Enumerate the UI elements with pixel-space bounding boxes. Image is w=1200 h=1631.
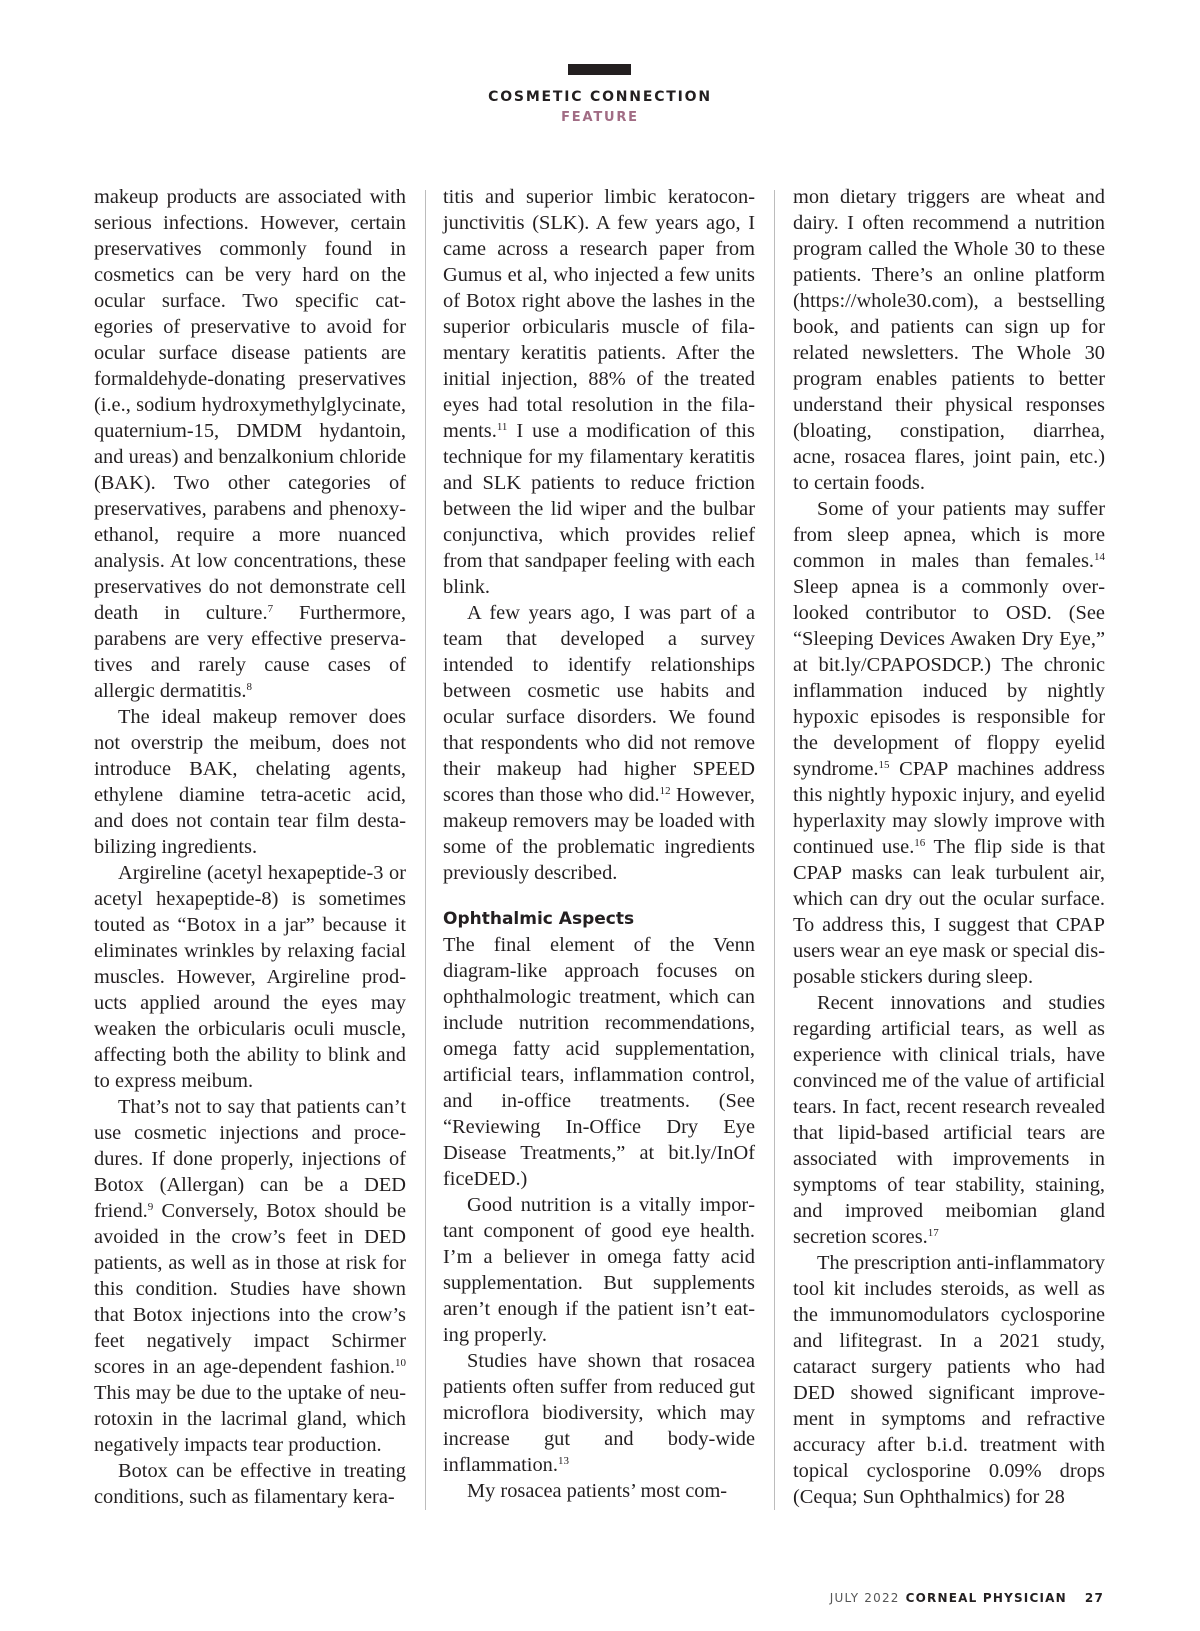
paragraph: titis and superior limbic keratoconjunctivitis (SLK). A few years ago, I came across a research paper from Gumus et al, who injected a few units of Botox right above the lashes in the superior orbicularis muscle of filamentary keratitis patients. After the initial injection, 88% of the treated eyes had total resolution in the filaments.$^{11}$ I use a modification of this technique for my filamentary keratitis and SLK patients to reduce friction between the lid wiper and the bulbar conjunctiva, which provides relief from that sandpaper feeling with each blink. (443, 186, 755, 598)
section-sublabel: FEATURE (561, 110, 639, 125)
article-column-3 (793, 184, 1105, 1510)
paragraph: My rosacea patients’ most com- (467, 1480, 728, 1502)
paragraph: Studies have shown that rosacea patients often suffer from reduced gut microflora biodiversity, which may increase gut and body-wide inflammation.$^{13}$ (443, 1350, 755, 1476)
header-accent-bar (568, 64, 631, 75)
publication-name: CORNEAL PHYSICIAN (905, 1591, 1067, 1605)
article-column-1 (94, 184, 406, 1510)
reference-mark: 17 (927, 1227, 939, 1239)
reference-mark: 7 (267, 603, 274, 615)
paragraph: Argireline (acetyl hexapeptide-3 or acetyl hexapeptide-8) is sometimes touted as “Botox in a jar” because it eliminates wrinkles by relaxing facial muscles. However, Argireline products applied around the eyes may weaken the orbicularis oculi muscle, affecting both the ability to blink and to express meibum. (94, 862, 406, 1092)
reference-mark: 16 (914, 837, 926, 849)
paragraph: Some of your patients may suffer from sleep apnea, which is more common in males than females.$^{14}$ Sleep apnea is a commonly overlooked contributor to OSD. (See “Sleeping Devices Awaken Dry Eye,” at bit.ly/CPAPOSDCP.) The chronic inflammation induced by nightly hypoxic episodes is responsible for the development of floppy eyelid syndrome.$^{15}$ CPAP machines address this nightly hypoxic injury, and eyelid hyperlaxity may slowly improve with continued use.$^{16}$ The flip side is that CPAP masks can leak turbulent air, which can dry out the ocular surface. To address this, I suggest that CPAP users wear an eye mask or special disposable stickers during sleep. (793, 498, 1105, 988)
page-footer (830, 1591, 1104, 1605)
paragraph: Good nutrition is a vitally important component of good eye health. I’m a believer in omega fatty acid supplementation. But supplements aren’t enough if the patient isn’t eating properly. (443, 1194, 755, 1346)
paragraph: Recent innovations and studies regarding artificial tears, as well as experience with clinical trials, have convinced me of the value of artificial tears. In fact, recent research revealed that lipid-based artificial tears are associated with improvements in symptoms of tear stability, staining, and improved meibomian gland secretion scores.$^{17}$ (793, 992, 1105, 1248)
paragraph: That’s not to say that patients can’t use cosmetic injections and procedures. If done properly, injections of Botox (Allergan) can be a DED friend.$^9$ Conversely, Botox should be avoided in the crow’s feet in DED patients, as well as in those at risk for this condition. Studies have shown that Botox injections into the crow’s feet negatively impact Schirmer scores in an age-dependent fashion.$^{10}$ This may be due to the uptake of neurotoxin in the lacrimal gland, which negatively impacts tear production. (94, 1096, 406, 1456)
section-heading: Ophthalmic Aspects (443, 909, 635, 929)
reference-mark: 14 (1094, 551, 1105, 563)
issue-date: JULY 2022 (829, 1591, 900, 1605)
reference-mark: 13 (557, 1455, 569, 1467)
reference-mark: 15 (878, 759, 890, 771)
paragraph: The ideal makeup remover does not overstrip the meibum, does not introduce BAK, chelating agents, ethylene diamine tetra-acetic acid, and does not contain tear film destabilizing ingredients. (94, 706, 406, 858)
article-column-2 (443, 184, 755, 1504)
reference-mark: 12 (659, 785, 671, 797)
reference-mark: 11 (496, 421, 508, 433)
column-divider (774, 190, 775, 1510)
paragraph: The prescription anti-inflammatory tool kit includes steroids, as well as the immunomodulators cyclosporine and lifitegrast. In a 2021 study, cataract surgery patients who had DED showed significant improvement in symptoms and refractive accuracy after b.i.d. treatment with topical cyclosporine 0.09% drops (Cequa; Sun Ophthalmics) for 28 (793, 1252, 1105, 1508)
page-number: 27 (1084, 1591, 1104, 1605)
column-divider (425, 190, 426, 1510)
section-label: COSMETIC CONNECTION (488, 89, 712, 105)
reference-mark: 8 (246, 681, 253, 693)
paragraph: The final element of the Venn diagram-like approach focuses on ophthalmologic treatment, which can include nutrition recommendations, omega fatty acid supplementation, artificial tears, inflammation control, and in-office treatments. (See “Reviewing In-Office Dry Eye Disease Treatments,” at bit.ly/InOf ficeDED.) (443, 934, 755, 1190)
paragraph: makeup products are associated with serious infections. However, certain preservatives commonly found in cosmetics can be very hard on the ocular surface. Two specific categories of preservative to avoid for ocular surface disease patients are formaldehyde-donating preservatives (i.e., sodium hydroxymethylglycinate, quaternium-15, DMDM hydantoin, and ureas) and benzalkonium chloride (BAK). Two other categories of preservatives, parabens and phenoxyethanol, require a more nuanced analysis. At low concentrations, these preservatives do not demonstrate cell death in culture.$^7$ Furthermore, parabens are very effective preservatives and rarely cause cases of allergic dermatitis.$^8$ (94, 186, 406, 702)
paragraph: A few years ago, I was part of a team that developed a survey intended to identify relationships between cosmetic use habits and ocular surface disorders. We found that respondents who did not remove their makeup had higher SPEED scores than those who did.$^{12}$ However, makeup removers may be loaded with some of the problematic ingredients previously described. (443, 602, 755, 884)
reference-mark: 10 (395, 1357, 406, 1369)
paragraph: Botox can be effective in treating conditions, such as filamentary kera- (94, 1460, 406, 1508)
paragraph: mon dietary triggers are wheat and dairy. I often recommend a nutrition program called the Whole 30 to these patients. There’s an online platform (https://whole30.com), a bestselling book, and patients can sign up for related newsletters. The Whole 30 program enables patients to better understand their physical responses (bloating, constipation, diarrhea, acne, rosacea flares, joint pain, etc.) to certain foods. (793, 186, 1105, 494)
reference-mark: 9 (147, 1201, 154, 1213)
